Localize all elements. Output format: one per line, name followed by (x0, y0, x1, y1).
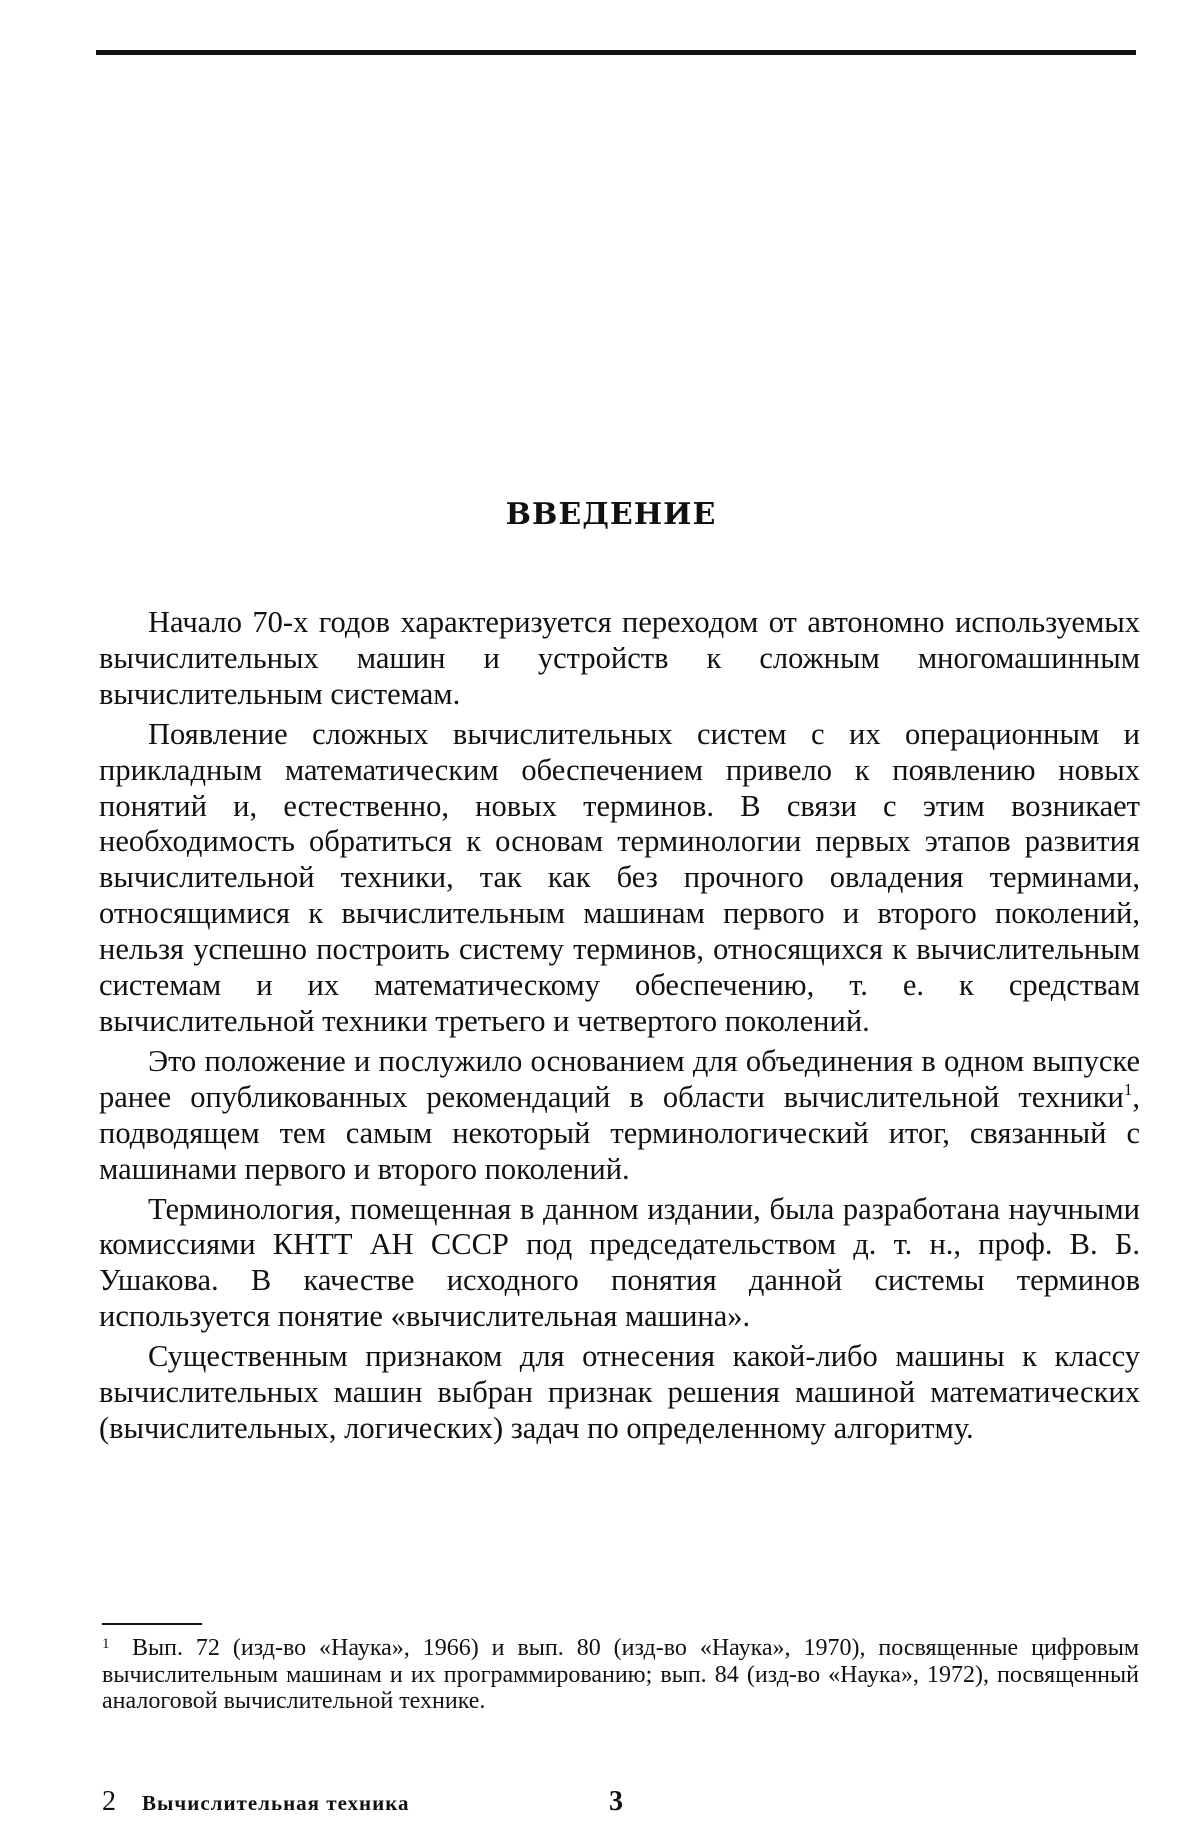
footnote-reference: 1 (1124, 1080, 1133, 1099)
paragraph-5: Существенным признаком для отнесения какой-либо машины к классу вычислительных машин выбран признак решения машиной математических (вычислительных, логических) задач по определенному алгоритму. (99, 1339, 1140, 1447)
footnote (102, 1631, 1139, 1715)
paragraph-3 (99, 1044, 1140, 1188)
footnote-rule (102, 1623, 202, 1625)
signature-number: 2 (102, 1786, 116, 1818)
page-footer (102, 1786, 1139, 1822)
paragraph-4: Терминология, помещенная в данном издании, была разработана научными комиссиями КНТТ АН СССР под председательством д. т. н., проф. В. Б. Ушакова. В качестве исходного понятия данной системы терминов используется понятие «вычислительная машина». (99, 1192, 1140, 1336)
page-number: 3 (609, 1786, 623, 1818)
footnote-text: Вып. 72 (изд-во «Наука», 1966) и вып. 80 (изд-во «Наука», 1970), посвященные цифровым вычислительным машинам и их программированию; вып. 84 (изд-во «Наука», 1972), посвященный аналоговой вычислительной технике. (102, 1635, 1139, 1714)
section-heading: ВВЕДЕНИЕ (0, 497, 1200, 532)
body-text (99, 605, 1140, 1451)
paragraph-2: Появление сложных вычислительных систем с их операционным и прикладным математическим обеспечением привело к появлению новых понятий и, естественно, новых терминов. В связи с этим возникает необходимость обратиться к основам терминологии первых этапов развития вычислительной техники, так как без прочного овладения терминами, относящимися к вычислительным машинам первого и второго поколений, нельзя успешно построить систему терминов, относящихся к вычислительным системам и их математическому обеспечению, т. е. к средствам вычислительной техники третьего и четвертого поколений. (99, 717, 1140, 1040)
book-page (0, 0, 1200, 1840)
paragraph-3-text: Это положение и послужило основанием для объединения в одном выпуске ранее опубликованных рекомендаций в области вычислительной техники (99, 1044, 1140, 1114)
signature-title: Вычислительная техника (142, 1791, 409, 1816)
footnote-mark: 1 (102, 1631, 132, 1658)
paragraph-3-text-cont: , подводящем тем самым некоторый терминологический итог, связанный с машинами первого и второго поколений. (99, 1080, 1140, 1186)
paragraph-1: Начало 70-х годов характеризуется переходом от автономно используемых вычислительных машин и устройств к сложным многомашинным вычислительным системам. (99, 605, 1140, 713)
top-rule (96, 50, 1136, 55)
